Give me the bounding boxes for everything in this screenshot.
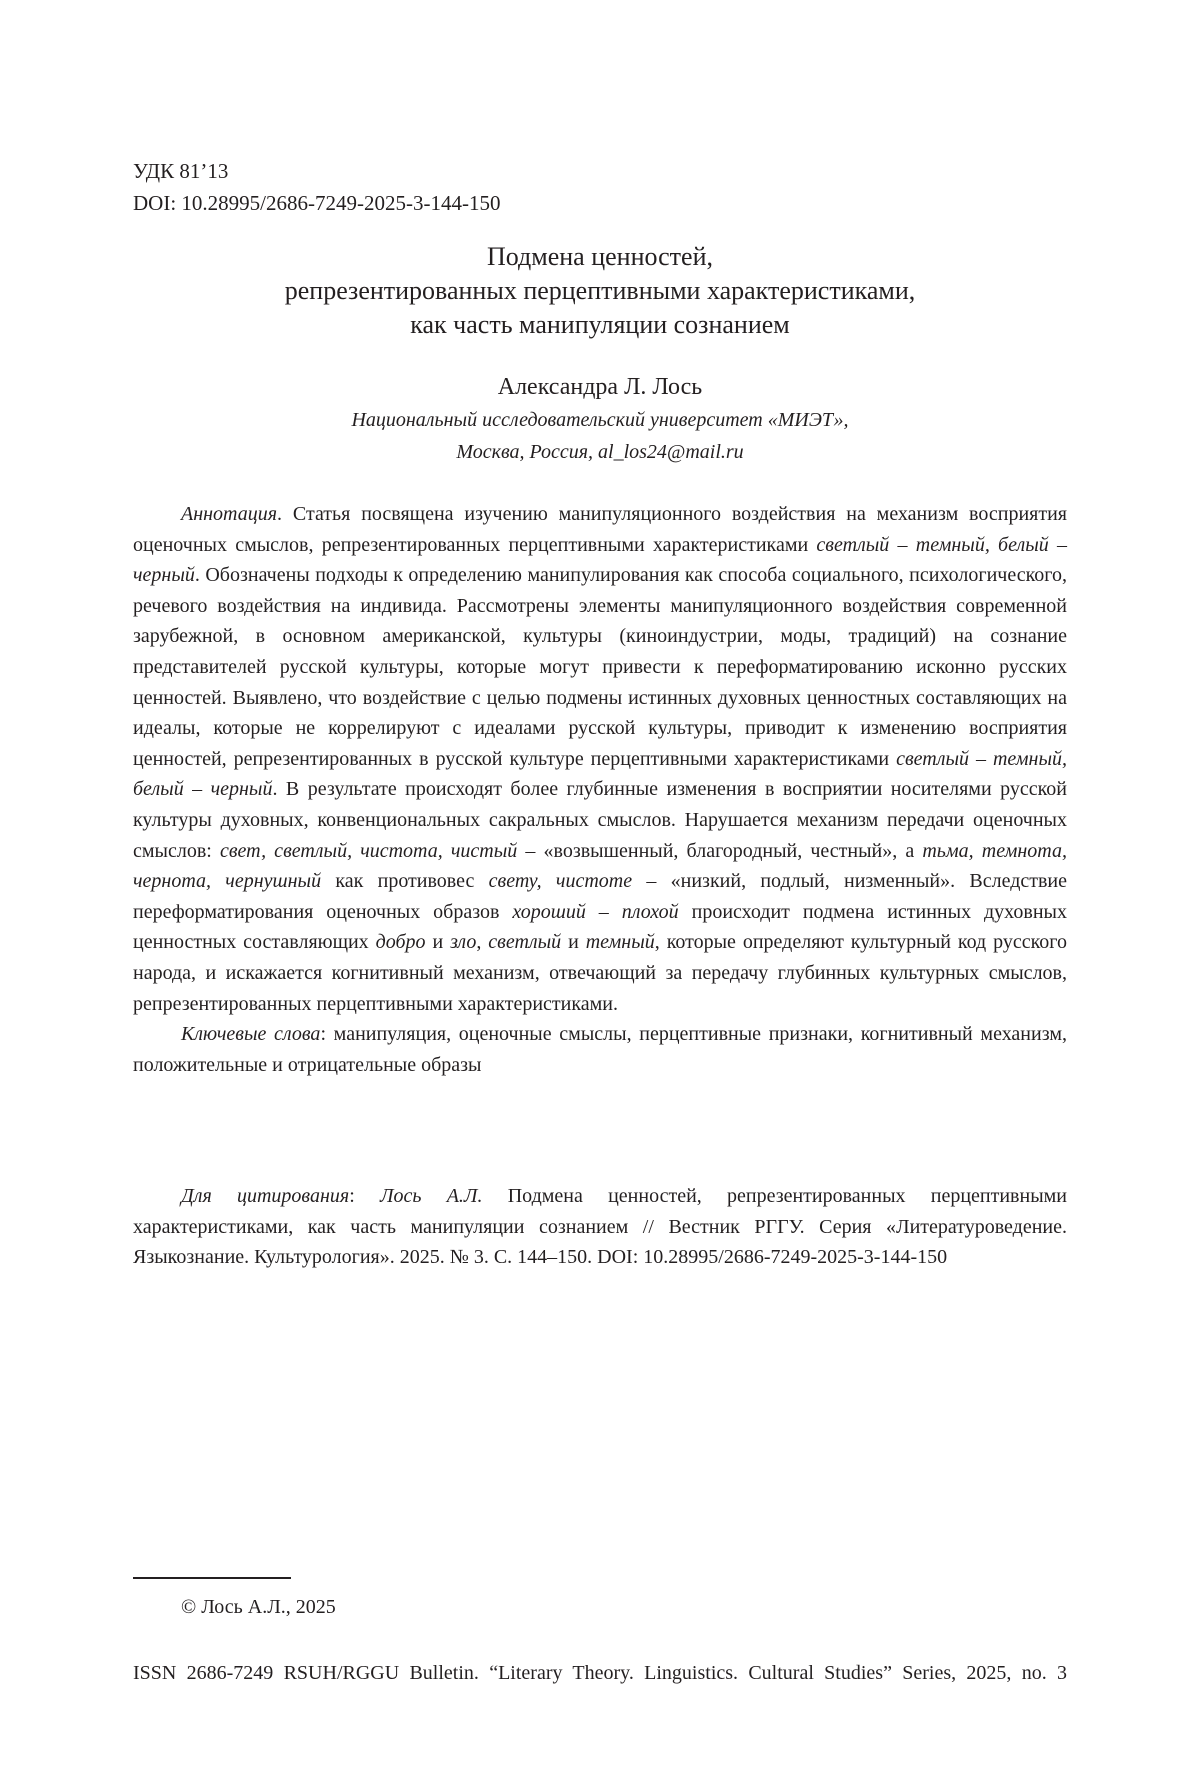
abstract-term: тьма, темнота, чернота, чернушный: [133, 839, 1067, 893]
abstract-term: светлый – темный, белый – черный: [133, 747, 1067, 801]
abstract-section: [133, 499, 1067, 1080]
citation-author: Лось А.Л.: [379, 1185, 483, 1207]
location-email: Москва, Россия, al_los24@mail.ru: [456, 441, 744, 463]
copyright-notice: © Лось А.Л., 2025: [181, 1596, 336, 1618]
udk-code: УДК 81’13: [133, 159, 229, 183]
author-affiliation-block: [133, 404, 1067, 468]
citation-section: [133, 1181, 1067, 1273]
abstract-text: и: [425, 931, 451, 954]
title-line-1: Подмена ценностей,: [487, 242, 713, 271]
article-metadata: [133, 155, 500, 219]
citation-colon: :: [349, 1185, 380, 1207]
abstract-text: ,: [476, 931, 489, 954]
abstract-term: добро: [375, 931, 426, 954]
footnote-divider: [133, 1577, 291, 1579]
abstract-paragraph: [133, 499, 1067, 1019]
doi: DOI: 10.28995/2686-7249-2025-3-144-150: [133, 191, 501, 215]
abstract-text: – «возвышенный, благородный, честный», а: [517, 839, 923, 862]
abstract-term: светлый – темный, белый – черный: [133, 533, 1067, 587]
affiliation: Национальный исследовательский университет «МИЭТ»,: [351, 409, 849, 431]
abstract-term: свет, светлый, чистота, чистый: [219, 839, 518, 862]
abstract-label: Аннотация: [181, 503, 278, 525]
article-title: [133, 240, 1067, 342]
abstract-text: и: [561, 931, 586, 954]
title-line-2: репрезентированных перцептивными характеристиками,: [284, 276, 916, 305]
keywords-paragraph: [133, 1019, 1067, 1080]
abstract-term: хороший – плохой: [512, 900, 679, 923]
keywords-text: : манипуляция, оценочные смыслы, перцептивные признаки, когнитивный механизм, положительные и отрицательные образы: [133, 1023, 1067, 1076]
citation-label: Для цитирования: [181, 1185, 350, 1207]
citation-paragraph: [133, 1181, 1067, 1273]
abstract-term: свету, чистоте: [488, 870, 633, 893]
title-line-3: как часть манипуляции сознанием: [410, 310, 790, 339]
abstract-term: зло: [450, 931, 477, 954]
abstract-term: светлый: [488, 931, 562, 954]
abstract-text: . Обозначены подходы к определению манипулирования как способа социального, психологического, речевого воздействия на индивида. Рассмотрены элементы манипуляционного воздействия современной зарубежной, в основном американской, культуры (киноиндустрии, моды, традиций) на сознание представителей русской культуры, которые могут привести к переформатированию исконно русских ценностей. Выявлено, что воздействие с целью подмены истинных духовных ценностных составляющих на идеалы, которые не коррелируют с идеалами русской культуры, приводит к изменению восприятия ценностей, репрезентированных в русской культуре перцептивными характеристиками: [133, 564, 1067, 770]
abstract-text: как противовес: [321, 870, 489, 893]
abstract-text: , которые определяют культурный код русского народа, и искажается когнитивный механизм, отвечающий за передачу глубинных культурных смыслов, репрезентированных перцептивными характеристиками.: [133, 931, 1067, 1015]
abstract-text: – «низкий, подлый, низменный». Вследствие переформатирования оценочных образов: [133, 870, 1068, 923]
abstract-text: . Статья посвящена изучению манипуляционного воздействия на механизм восприятия оценочных смыслов, репрезентированных перцептивными характеристиками: [133, 503, 1067, 556]
abstract-text: . В результате происходят более глубинные изменения в восприятии носителями русской культуры духовных, конвенциональных сакральных смыслов. Нарушается механизм передачи оценочных смыслов:: [133, 778, 1067, 862]
abstract-text: происходит подмена истинных духовных ценностных составляющих: [133, 900, 1067, 954]
author-name: Александра Л. Лось: [497, 374, 703, 400]
keywords-label: Ключевые слова: [181, 1023, 321, 1046]
abstract-term: темный: [585, 931, 655, 954]
page-footer: ISSN 2686-7249 RSUH/RGGU Bulletin. “Literary Theory. Linguistics. Cultural Studies” Series, 2025, no. 3: [133, 1662, 1067, 1684]
citation-text: Подмена ценностей, репрезентированных перцептивными характеристиками, как часть манипуляции сознанием // Вестник РГГУ. Серия «Литературоведение. Языкознание. Культурология». 2025. № 3. С. 144–150. DOI: 10.28995/2686-7249-2025-3-144-150: [133, 1185, 1067, 1269]
